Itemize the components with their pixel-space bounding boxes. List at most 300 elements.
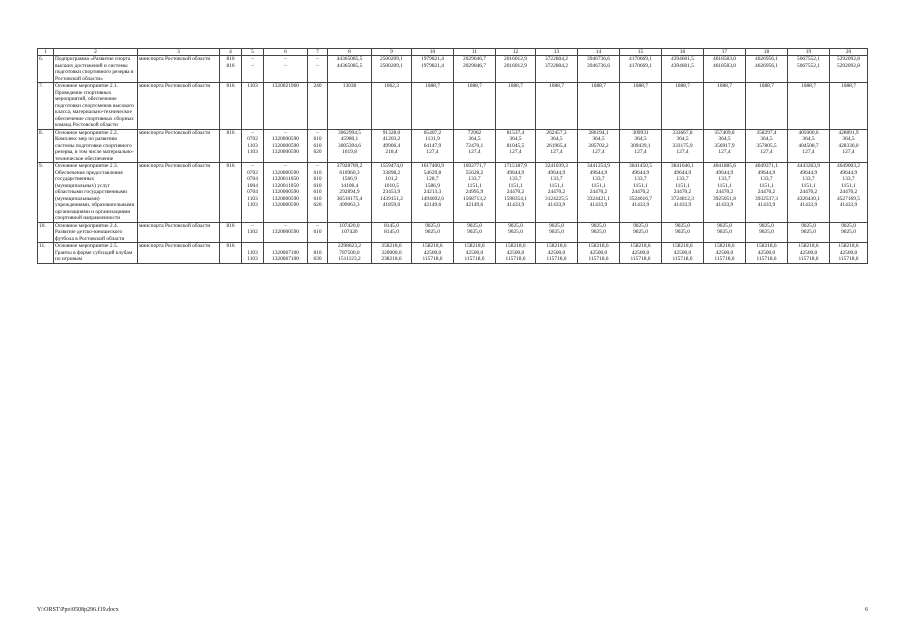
- cell-value: 428330,0: [838, 142, 859, 149]
- cell-value: 610: [313, 189, 322, 195]
- year-value: [536, 222, 578, 243]
- cell-value: 610: [313, 142, 322, 149]
- cell-value: 428891,9: [838, 129, 859, 136]
- year-value: [372, 129, 412, 163]
- cell-value: 9025,0: [759, 229, 774, 235]
- cell-value: –: [284, 129, 287, 136]
- cell-value: 42500,0: [715, 249, 734, 256]
- cell-value: 133,7: [550, 176, 563, 182]
- total: [328, 243, 372, 264]
- cell-value: 9025,0: [841, 222, 856, 229]
- cell-value: 358218,6: [381, 243, 402, 249]
- cell-value: 1103: [247, 195, 258, 202]
- cell-value: 9025,0: [717, 229, 732, 235]
- cell-value: 1320000590: [272, 229, 299, 235]
- cell-value: 44365085,5: [336, 56, 363, 62]
- cell-value: –: [251, 56, 254, 62]
- column-number: 5: [242, 49, 264, 56]
- cell-value: 610: [313, 195, 322, 202]
- cell-value: 9025,0: [675, 229, 690, 235]
- cell-value: 3841646,1: [671, 163, 694, 169]
- cell-value: 24470,2: [506, 189, 525, 195]
- cell-value: 42500,0: [465, 249, 484, 256]
- cell-value: 1131,9: [425, 136, 440, 142]
- cell-value: 4618583,0: [713, 56, 736, 62]
- cell-value: 4170669,1: [629, 56, 652, 62]
- cell-value: 115718,6: [798, 256, 819, 262]
- cell-value: 9025,0: [759, 222, 774, 229]
- cell-value: 9025,0: [508, 229, 523, 235]
- cell-value: 9025,0: [717, 222, 732, 229]
- cell-value: 42500,0: [799, 249, 818, 256]
- cell-value: 24470,2: [715, 189, 734, 195]
- grbs-value: [221, 256, 240, 263]
- cell-value: 115718,6: [672, 256, 693, 262]
- column-number: 10: [412, 49, 454, 56]
- cell-value: 5067552,1: [797, 62, 820, 69]
- table-row: [38, 129, 868, 163]
- cell-value: –: [316, 56, 319, 62]
- cell-value: 1088,7: [801, 83, 816, 89]
- year-value: [662, 222, 704, 243]
- cell-value: 2500209,1: [380, 62, 403, 69]
- cell-value: 133,7: [468, 176, 481, 182]
- cell-value: 9025,0: [425, 222, 440, 229]
- year-value: [746, 129, 788, 163]
- cell-value: 54629,8: [423, 169, 442, 176]
- cell-value: 24470,2: [799, 189, 818, 195]
- cell-value: 127,4: [509, 149, 522, 155]
- cell-value: 1692771,7: [463, 163, 486, 169]
- cell-value: 158218,6: [714, 243, 735, 249]
- cell-value: 158218,6: [422, 243, 443, 249]
- column-number: 6: [264, 49, 308, 56]
- year-value: [830, 129, 868, 163]
- cell-value: 1088,7: [717, 83, 732, 89]
- cell-value: 364,5: [718, 136, 731, 142]
- cell-value: –: [251, 163, 254, 169]
- cell-value: 1151,1: [549, 182, 564, 189]
- column-number: 15: [620, 49, 662, 56]
- cell-value: 2029046,7: [463, 56, 486, 62]
- cell-value: 24470,2: [757, 189, 776, 195]
- column-number: 2: [54, 49, 138, 56]
- cell-value: 133,7: [760, 176, 773, 182]
- cell-value: 24470,2: [547, 189, 566, 195]
- cell-value: 128,7: [426, 176, 439, 182]
- year-value: [372, 222, 412, 243]
- column-number: 8: [328, 49, 372, 56]
- grbs-value: [221, 202, 240, 209]
- cell-value: 115718,6: [838, 256, 859, 262]
- cell-value: 49644,9: [799, 169, 818, 176]
- cell-value: 0704: [247, 176, 258, 182]
- cell-value: 364,5: [509, 136, 522, 142]
- table-row: [38, 163, 868, 223]
- cell-value: 158218,6: [838, 243, 859, 249]
- cell-value: 4394601,5: [671, 56, 694, 62]
- cell-value: 2029046,7: [463, 62, 486, 69]
- cell-value: 1103: [247, 83, 258, 89]
- year-value: [412, 56, 454, 83]
- year-value: [746, 163, 788, 223]
- row-number: 11.: [38, 243, 54, 264]
- cell-value: 1320000590: [272, 189, 299, 195]
- cell-value: 3722804,2: [545, 56, 568, 62]
- cell-value: 41433,9: [839, 202, 858, 208]
- cell-value: 42500,0: [757, 249, 776, 256]
- cell-value: 9025,0: [801, 222, 816, 229]
- year-value: [578, 129, 620, 163]
- year-value: [536, 163, 578, 223]
- total: [328, 222, 372, 243]
- cell-value: 9025,0: [801, 229, 816, 235]
- cell-value: –: [251, 62, 254, 69]
- cell-value: 49644,9: [506, 169, 525, 176]
- cell-value: 49906,4: [382, 142, 401, 149]
- cell-value: –: [251, 222, 254, 229]
- year-value: [788, 83, 830, 130]
- year-value: [536, 83, 578, 130]
- grbs-value: 816: [226, 62, 235, 69]
- year-value: [578, 83, 620, 130]
- cell-value: 4626956,1: [755, 62, 778, 69]
- cell-value: 1088,7: [508, 83, 523, 89]
- cell-value: 41433,9: [589, 202, 608, 208]
- cell-value: 133,7: [802, 176, 815, 182]
- cell-value: 42500,0: [547, 249, 566, 256]
- cell-value: 1568713,2: [463, 195, 486, 202]
- cell-value: 24470,2: [589, 189, 608, 195]
- cell-value: 4649003,2: [837, 163, 860, 169]
- cell-value: 1598354,1: [504, 195, 527, 202]
- cell-value: 8145,0: [384, 229, 399, 235]
- program-name: Основное мероприятие 2.4. Развитие детско-юношеского футбола в Ростовской области: [54, 222, 138, 243]
- cell-value: 0702: [247, 169, 258, 176]
- year-value: [372, 56, 412, 83]
- cell-value: 1511123,2: [338, 256, 361, 262]
- grbs-code: [220, 56, 242, 83]
- cell-value: 364,5: [760, 136, 773, 142]
- cell-value: 115718,6: [546, 256, 567, 262]
- cell-value: 81537,4: [506, 129, 525, 136]
- year-value: [788, 56, 830, 83]
- cell-value: 42500,0: [506, 249, 525, 256]
- cell-value: 2500209,1: [380, 56, 403, 62]
- section-code: [242, 129, 264, 163]
- cell-value: 1151,1: [841, 182, 856, 189]
- cell-value: 285702,2: [588, 142, 609, 149]
- cell-value: 42500,0: [631, 249, 650, 256]
- cell-value: –: [316, 129, 319, 136]
- cell-value: 404508,7: [798, 142, 819, 149]
- cell-value: 1103: [247, 249, 258, 256]
- cell-value: 4394601,5: [671, 62, 694, 69]
- cell-value: 3946736,6: [587, 56, 610, 62]
- cell-value: 1320000590: [272, 202, 299, 208]
- column-number: 7: [308, 49, 328, 56]
- year-value: [412, 163, 454, 223]
- cell-value: 107420,0: [339, 222, 360, 229]
- cell-value: 1010,5: [384, 182, 399, 189]
- cell-value: 41433,9: [547, 202, 566, 208]
- cell-value: 9025,0: [633, 229, 648, 235]
- cell-value: 127,4: [842, 149, 855, 155]
- year-value: [412, 129, 454, 163]
- year-value: [412, 222, 454, 243]
- year-value: [454, 243, 496, 264]
- year-value: [578, 56, 620, 83]
- cell-value: 127,4: [718, 149, 731, 155]
- cell-value: 1088,7: [425, 83, 440, 89]
- cell-value: 42500,0: [839, 249, 858, 256]
- cell-value: 620: [313, 202, 322, 208]
- column-number-row: [38, 49, 868, 56]
- cell-value: 24470,2: [673, 189, 692, 195]
- row-number: 9.: [38, 163, 54, 223]
- column-number: 20: [830, 49, 868, 56]
- column-number: 1: [38, 49, 54, 56]
- cell-value: 24995,9: [465, 189, 484, 195]
- cell-value: 8145,0: [384, 222, 399, 229]
- cell-value: 115718,6: [464, 256, 485, 262]
- cell-value: 127,4: [468, 149, 481, 155]
- table-row: [38, 56, 868, 83]
- cell-value: 333667,8: [672, 129, 693, 136]
- column-number: 13: [536, 49, 578, 56]
- cell-value: 357409,8: [714, 129, 735, 136]
- year-value: [662, 83, 704, 130]
- cell-value: 49644,9: [839, 169, 858, 176]
- executor: минспорта Ростовской области: [138, 83, 220, 130]
- cell-value: 1102: [247, 229, 258, 235]
- year-value: [830, 83, 868, 130]
- cell-value: 261965,4: [546, 142, 567, 149]
- target-code: [264, 83, 308, 130]
- cell-value: 1320000590: [272, 142, 299, 149]
- cell-value: 1151,1: [759, 182, 774, 189]
- cell-value: 364,5: [802, 136, 815, 142]
- column-number: 16: [662, 49, 704, 56]
- column-number: 11: [454, 49, 496, 56]
- cell-value: 42500,0: [589, 249, 608, 256]
- cell-value: 1088,7: [675, 83, 690, 89]
- year-value: [536, 129, 578, 163]
- cell-value: 1151,1: [591, 182, 606, 189]
- cell-value: –: [251, 129, 254, 136]
- program-name: Основное мероприятие 2.1. Проведение спортивных мероприятий, обеспечение подготовки спортсменов высокого класса, материально-техническое обеспечение спортивных сборных команд Ростовской области: [54, 83, 138, 130]
- year-value: [788, 163, 830, 223]
- grbs-code: [220, 83, 242, 130]
- cell-value: 1586,9: [425, 182, 440, 189]
- cell-value: 127,4: [676, 149, 689, 155]
- expense-type: [308, 83, 328, 130]
- cell-value: 610: [313, 176, 322, 182]
- cell-value: 127,4: [426, 149, 439, 155]
- cell-value: 9025,0: [508, 222, 523, 229]
- year-value: [704, 222, 746, 243]
- cell-value: 3946736,6: [587, 62, 610, 69]
- grbs-code: [220, 163, 242, 223]
- cell-value: 364,5: [676, 136, 689, 142]
- total: [328, 83, 372, 130]
- year-value: [704, 129, 746, 163]
- cell-value: 127,4: [760, 149, 773, 155]
- grbs-value: 816: [226, 129, 235, 136]
- cell-value: 49644,9: [547, 169, 566, 176]
- column-number: 19: [788, 49, 830, 56]
- cell-value: 1151,1: [467, 182, 482, 189]
- year-value: [746, 243, 788, 264]
- year-value: [662, 243, 704, 264]
- year-value: [662, 129, 704, 163]
- cell-value: 262457,3: [546, 129, 567, 136]
- cell-value: 3925051,8: [713, 195, 736, 202]
- year-value: [746, 56, 788, 83]
- year-value: [620, 129, 662, 163]
- year-value: [372, 83, 412, 130]
- cell-value: 133,7: [842, 176, 855, 182]
- cell-value: 630: [313, 256, 322, 262]
- budget-table: [37, 48, 868, 264]
- program-name: Основное мероприятие 2.5. Гранты в форме субсидий клубам по игровым: [54, 243, 138, 264]
- column-number: 3: [138, 49, 220, 56]
- year-value: [536, 243, 578, 264]
- cell-value: 158218,6: [588, 243, 609, 249]
- cell-value: 1619,8: [342, 149, 357, 155]
- executor: минспорта Ростовской области: [138, 56, 220, 83]
- year-value: [662, 56, 704, 83]
- cell-value: 1320067100: [272, 249, 299, 256]
- cell-value: 610: [313, 169, 322, 176]
- cell-value: 4170669,1: [629, 62, 652, 69]
- cell-value: 3062994,5: [338, 129, 361, 136]
- cell-value: 1559474,0: [380, 163, 403, 169]
- cell-value: 0702: [247, 136, 258, 142]
- cell-value: 364,5: [468, 136, 481, 142]
- cell-value: 41433,9: [757, 202, 776, 208]
- cell-value: 1151,1: [508, 182, 523, 189]
- cell-value: 4049371,1: [755, 163, 778, 169]
- file-path: Y:\ORST\Ppo\0508p296.f19.docx: [37, 607, 119, 613]
- year-value: [372, 163, 412, 223]
- cell-value: 1320011050: [272, 182, 299, 189]
- cell-value: 0704: [247, 189, 258, 195]
- year-value: [454, 129, 496, 163]
- year-value: [620, 56, 662, 83]
- cell-value: 44365085,5: [336, 62, 363, 69]
- cell-value: 1151,1: [633, 182, 648, 189]
- target-code: [264, 129, 308, 163]
- cell-value: 115718,6: [714, 256, 735, 262]
- cell-value: 1320000590: [272, 149, 299, 155]
- cell-value: 610: [313, 182, 322, 189]
- expense-type: [308, 222, 328, 243]
- cell-value: 499063,3: [339, 202, 360, 208]
- cell-value: –: [284, 163, 287, 169]
- cell-value: 41203,2: [382, 136, 401, 142]
- cell-value: 9025,0: [467, 229, 482, 235]
- grbs-value: [221, 149, 240, 156]
- expense-type: [308, 243, 328, 264]
- year-value: [704, 243, 746, 264]
- year-value: [454, 56, 496, 83]
- row-number: 6.: [38, 56, 54, 83]
- cell-value: 1320000590: [272, 195, 299, 202]
- cell-value: 13038: [342, 83, 357, 89]
- cell-value: 42500,0: [673, 249, 692, 256]
- cell-value: 2016012,9: [504, 56, 527, 62]
- grbs-value: 816: [226, 243, 235, 249]
- cell-value: 5067552,1: [797, 56, 820, 62]
- cell-value: 1320021960: [272, 83, 299, 89]
- section-code: [242, 56, 264, 83]
- year-value: [454, 83, 496, 130]
- year-value: [496, 243, 536, 264]
- year-value: [412, 243, 454, 264]
- cell-value: 3241039,3: [545, 163, 568, 169]
- cell-value: 101,2: [385, 176, 398, 182]
- cell-value: 37928769,2: [336, 163, 363, 169]
- year-value: [704, 56, 746, 83]
- target-code: [264, 163, 308, 223]
- cell-value: 1088,7: [591, 83, 606, 89]
- grbs-code: [220, 222, 242, 243]
- year-value: [496, 163, 536, 223]
- cell-value: 1715187,9: [504, 163, 527, 169]
- cell-value: 49644,9: [673, 169, 692, 176]
- year-value: [830, 222, 868, 243]
- cell-value: 24470,2: [839, 189, 858, 195]
- cell-value: 133,7: [718, 176, 731, 182]
- cell-value: 9025,0: [467, 222, 482, 229]
- cell-value: –: [284, 222, 287, 229]
- cell-value: 9025,0: [549, 222, 564, 229]
- cell-value: –: [284, 62, 287, 69]
- cell-value: 1088,7: [759, 83, 774, 89]
- cell-value: 115718,6: [422, 256, 443, 262]
- grbs-value: 816: [226, 163, 235, 169]
- year-value: [496, 56, 536, 83]
- cell-value: 1103: [247, 202, 258, 208]
- cell-value: 133,7: [634, 176, 647, 182]
- year-value: [496, 129, 536, 163]
- cell-value: 36510175,4: [336, 195, 363, 202]
- cell-value: 1151,1: [717, 182, 732, 189]
- cell-value: 9025,0: [591, 222, 606, 229]
- cell-value: 127,4: [550, 149, 563, 155]
- cell-value: 133,7: [592, 176, 605, 182]
- cell-value: 1617400,9: [421, 163, 444, 169]
- cell-value: 49644,9: [757, 169, 776, 176]
- cell-value: 1088,7: [467, 83, 482, 89]
- cell-value: 3005394,6: [338, 142, 361, 149]
- cell-value: 1320067100: [272, 256, 299, 262]
- cell-value: 49644,9: [631, 169, 650, 176]
- section-code: [242, 222, 264, 243]
- cell-value: 1103: [247, 256, 258, 262]
- cell-value: 49644,9: [589, 169, 608, 176]
- cell-value: 24213,3: [423, 189, 442, 195]
- cell-value: 9025,0: [591, 229, 606, 235]
- year-value: [830, 163, 868, 223]
- cell-value: 610: [313, 136, 322, 142]
- year-value: [704, 163, 746, 223]
- cell-value: 1151,1: [801, 182, 816, 189]
- cell-value: 55628,2: [465, 169, 484, 176]
- column-number: 12: [496, 49, 536, 56]
- cell-value: 14108,4: [340, 182, 359, 189]
